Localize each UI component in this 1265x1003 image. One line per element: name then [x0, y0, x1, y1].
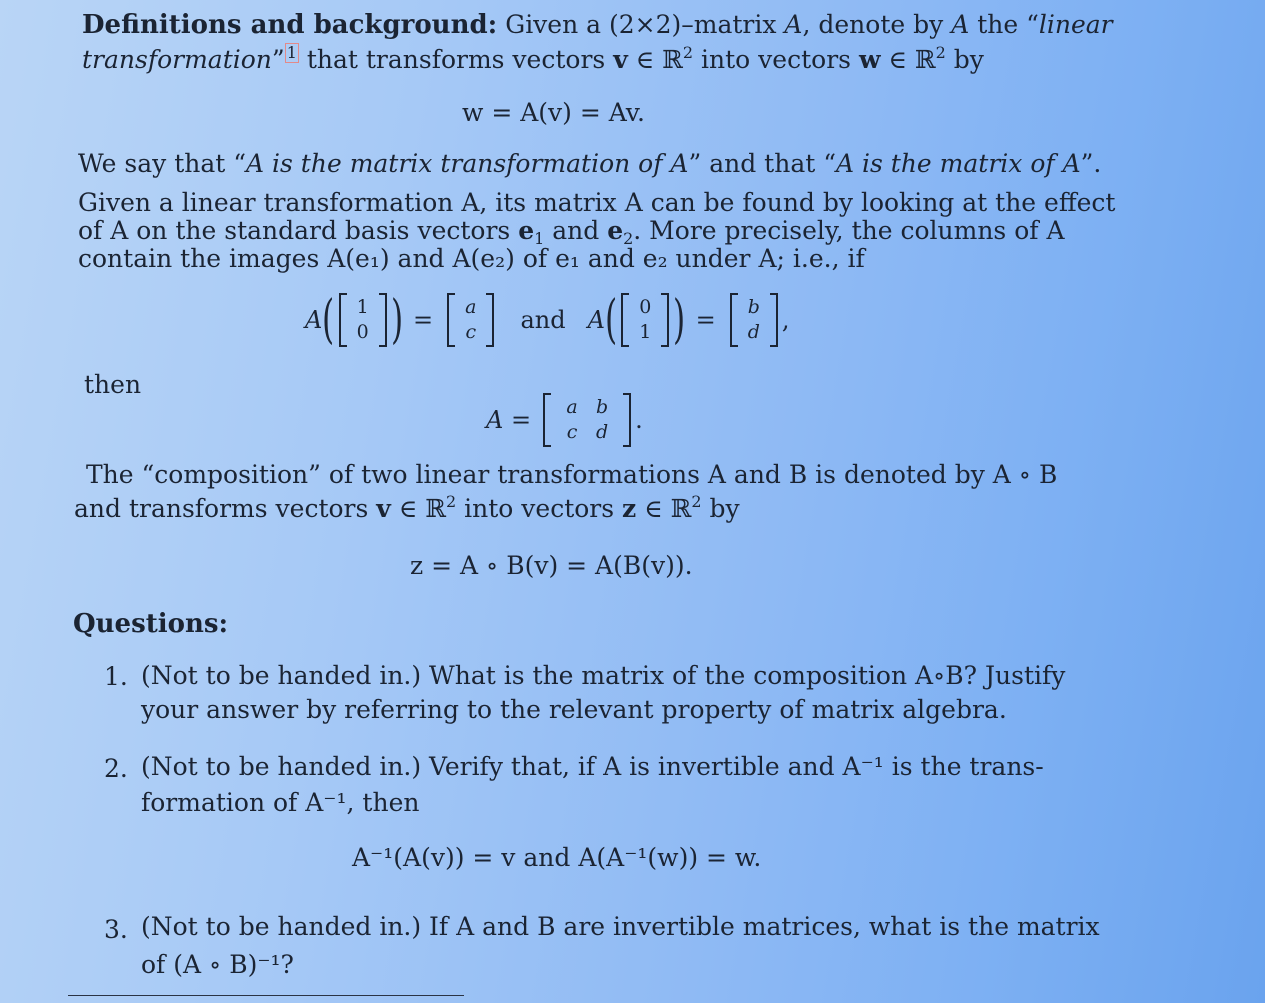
entry: c	[465, 321, 477, 343]
equals-sign: =	[413, 306, 434, 334]
bracket-left	[730, 293, 738, 347]
bracket-right	[486, 293, 494, 347]
matrix-A	[543, 393, 631, 447]
superscript: 2	[935, 43, 946, 62]
def-text: , denote by	[802, 10, 952, 39]
def-text: ∈ ℝ	[627, 45, 683, 74]
vector-z: z	[622, 494, 637, 523]
p3-text: . More precisely, the columns of A	[633, 216, 1065, 245]
entry: 0	[356, 321, 369, 343]
composition-line-2	[74, 494, 740, 524]
equation-z: z = A ∘ B(v) = A(B(v)).	[410, 551, 693, 580]
definitions-line-2	[82, 43, 984, 75]
def-text: ∈ ℝ	[880, 45, 936, 74]
equation-w: w = A(v) = Av.	[462, 98, 645, 127]
comma: ,	[781, 306, 790, 334]
basis-e1: e	[518, 216, 535, 245]
paren-close: )	[673, 290, 686, 350]
entry: b	[747, 296, 760, 318]
p2-text: We say that “	[78, 149, 247, 178]
subscript: 2	[623, 229, 634, 248]
paragraph-2-line-1	[78, 149, 1101, 179]
question-2-line-2: formation of A⁻¹, then	[141, 788, 420, 817]
comp-text: by	[701, 494, 740, 523]
p2-text: A is the matrix transformation of A	[246, 149, 689, 178]
entry: a	[465, 296, 477, 318]
p3-text: of A on the standard basis vectors	[78, 216, 519, 245]
questions-heading: Questions:	[73, 609, 229, 639]
paragraph-3-line-3: contain the images A(e₁) and A(e₂) of e₁ and e₂ under A; i.e., if	[78, 244, 865, 273]
superscript: 2	[691, 492, 702, 511]
bracket-left	[621, 293, 629, 347]
composition-line-1: The “composition” of two linear transformations A and B is denoted by A ∘ B	[86, 460, 1058, 489]
matrix-A-display	[486, 393, 643, 447]
entry: b	[595, 396, 609, 418]
def-text: into vectors	[693, 45, 859, 74]
question-2-equation: A⁻¹(A(v)) = v and A(A⁻¹(w)) = w.	[352, 843, 762, 872]
comp-text: ∈ ℝ	[390, 494, 446, 523]
question-2-number: 2.	[104, 754, 128, 783]
def-text: that transforms vectors	[298, 45, 614, 74]
basis-mapping	[305, 290, 790, 350]
def-text: the “	[969, 10, 1039, 39]
paragraph-3-line-2	[78, 216, 1065, 246]
vector-e2	[621, 293, 669, 347]
entry: a	[566, 396, 578, 418]
comp-text: and transforms vectors	[74, 494, 377, 523]
paren-close: )	[390, 290, 403, 350]
question-3-line-2: of (A ∘ B)⁻¹?	[141, 950, 294, 979]
equals-sign: =	[695, 306, 716, 334]
question-1-line-1: (Not to be handed in.) What is the matrix of the composition A∘B? Justify	[141, 661, 1066, 690]
bracket-right	[770, 293, 778, 347]
question-1-number: 1.	[104, 662, 128, 691]
question-3-number: 3.	[104, 915, 128, 944]
entry: 1	[639, 321, 652, 343]
bracket-left	[543, 393, 551, 447]
comp-text: into vectors	[456, 494, 623, 523]
bracket-right	[661, 293, 669, 347]
entry: c	[566, 421, 578, 443]
question-1-line-2: your answer by referring to the relevant property of matrix algebra.	[141, 695, 1007, 724]
definitions-line-1	[82, 10, 1113, 40]
def-text: ”	[271, 45, 285, 74]
vector-e1	[339, 293, 387, 347]
entry: d	[595, 421, 609, 443]
period: .	[635, 406, 643, 434]
then-word: then	[84, 370, 142, 399]
def-text: Given a (2×2)–matrix	[505, 10, 785, 39]
bracket-left	[447, 293, 455, 347]
footnote-rule	[68, 995, 464, 996]
paren-open: (	[322, 290, 335, 350]
bracket-right	[623, 393, 631, 447]
vector-bd	[730, 293, 778, 347]
entry: d	[747, 321, 760, 343]
bracket-left	[339, 293, 347, 347]
superscript: 2	[446, 492, 457, 511]
basis-e2: e	[607, 216, 624, 245]
map2-label: A	[587, 306, 605, 334]
p2-text: ”.	[1080, 149, 1102, 178]
question-2-line-1: (Not to be handed in.) Verify that, if A is invertible and A⁻¹ is the trans-	[141, 752, 1044, 781]
superscript: 2	[682, 43, 694, 62]
matrix-symbol-A: A	[784, 10, 803, 39]
transformation-symbol: A	[951, 10, 970, 39]
p2-text: ” and that “	[688, 149, 837, 178]
question-3-line-1: (Not to be handed in.) If A and B are invertible matrices, what is the matrix	[141, 912, 1100, 941]
vector-v: v	[613, 45, 628, 74]
subscript: 1	[534, 229, 545, 248]
p2-text: A is the matrix of A	[836, 149, 1081, 178]
definitions-heading: Definitions and background:	[82, 10, 498, 40]
and-word: and	[520, 306, 566, 334]
entry: 1	[356, 296, 369, 318]
footnote-link[interactable]: 1	[286, 43, 297, 62]
vector-w: w	[858, 45, 881, 74]
def-text: by	[945, 45, 984, 74]
def-text: transformation	[82, 45, 272, 74]
paragraph-3-line-1: Given a linear transformation A, its matrix A can be found by looking at the effect	[78, 188, 1116, 217]
comp-text: ∈ ℝ	[636, 494, 692, 523]
map1-label: A	[305, 306, 323, 334]
def-text: linear	[1038, 10, 1113, 39]
vector-v: v	[376, 494, 391, 523]
matrix-label: A =	[486, 406, 532, 434]
vector-ac	[447, 293, 494, 347]
entry: 0	[639, 296, 652, 318]
bracket-right	[379, 293, 387, 347]
p3-text: and	[544, 216, 608, 245]
paren-open: (	[605, 290, 618, 350]
